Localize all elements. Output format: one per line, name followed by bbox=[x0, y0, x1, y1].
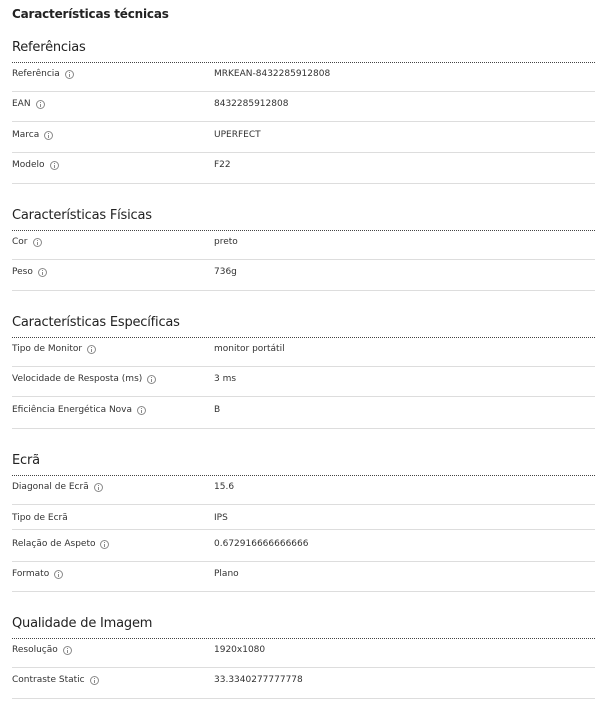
info-icon[interactable] bbox=[90, 676, 99, 685]
spec-value: 1920x1080 bbox=[214, 645, 266, 655]
spec-row-tipo-monitor bbox=[12, 344, 595, 367]
spec-value: monitor portátil bbox=[214, 344, 285, 354]
spec-label: Tipo de Monitor bbox=[12, 344, 96, 354]
spec-label: Velocidade de Resposta (ms) bbox=[12, 374, 156, 384]
info-icon[interactable] bbox=[44, 131, 53, 140]
spec-label: Cor bbox=[12, 237, 42, 247]
info-icon[interactable] bbox=[54, 570, 63, 579]
page-title: Características técnicas bbox=[12, 7, 169, 21]
spec-label: Tipo de Ecrã bbox=[12, 513, 68, 523]
info-icon[interactable] bbox=[100, 540, 109, 549]
spec-label: EAN bbox=[12, 99, 45, 109]
spec-row-ean bbox=[12, 99, 595, 122]
spec-label: Modelo bbox=[12, 160, 59, 170]
spec-row-contraste bbox=[12, 675, 595, 699]
info-icon[interactable] bbox=[147, 375, 156, 384]
spec-value: B bbox=[214, 405, 221, 415]
spec-value: MRKEAN-8432285912808 bbox=[214, 69, 331, 79]
spec-value: 15.6 bbox=[214, 482, 235, 492]
spec-row-eficiencia bbox=[12, 405, 595, 429]
spec-value: 33.3340277777778 bbox=[214, 675, 303, 685]
section-title: Ecrã bbox=[12, 453, 40, 468]
spec-label: Eficiência Energética Nova bbox=[12, 405, 146, 415]
spec-label: Resolução bbox=[12, 645, 72, 655]
spec-value: F22 bbox=[214, 160, 231, 170]
info-icon[interactable] bbox=[65, 70, 74, 79]
spec-value: 736g bbox=[214, 267, 237, 277]
section-divider bbox=[12, 638, 595, 639]
section-title: Referências bbox=[12, 40, 86, 55]
spec-row-tipo-ecra bbox=[12, 513, 595, 530]
info-icon[interactable] bbox=[36, 100, 45, 109]
spec-row-modelo bbox=[12, 160, 595, 184]
info-icon[interactable] bbox=[87, 345, 96, 354]
spec-label: Diagonal de Ecrã bbox=[12, 482, 103, 492]
spec-label: Formato bbox=[12, 569, 63, 579]
info-icon[interactable] bbox=[94, 483, 103, 492]
spec-value: 8432285912808 bbox=[214, 99, 289, 109]
section-divider bbox=[12, 475, 595, 476]
spec-value: preto bbox=[214, 237, 238, 247]
section-divider bbox=[12, 62, 595, 63]
spec-label: Relação de Aspeto bbox=[12, 539, 109, 549]
spec-label: Contraste Static bbox=[12, 675, 99, 685]
spec-row-resolucao bbox=[12, 645, 595, 668]
info-icon[interactable] bbox=[137, 406, 146, 415]
spec-label: Marca bbox=[12, 130, 53, 140]
info-icon[interactable] bbox=[38, 268, 47, 277]
section-title: Características Físicas bbox=[12, 208, 152, 223]
spec-value: IPS bbox=[214, 513, 228, 523]
spec-row-diagonal bbox=[12, 482, 595, 505]
spec-label: Peso bbox=[12, 267, 47, 277]
section-divider bbox=[12, 337, 595, 338]
section-title: Características Específicas bbox=[12, 315, 180, 330]
info-icon[interactable] bbox=[63, 646, 72, 655]
spec-row-referencia bbox=[12, 69, 595, 92]
spec-value: 3 ms bbox=[214, 374, 237, 384]
spec-row-relacao-aspeto bbox=[12, 539, 595, 562]
section-divider bbox=[12, 230, 595, 231]
spec-row-peso bbox=[12, 267, 595, 291]
spec-value: Plano bbox=[214, 569, 239, 579]
spec-row-velocidade bbox=[12, 374, 595, 397]
spec-value: UPERFECT bbox=[214, 130, 261, 140]
section-title: Qualidade de Imagem bbox=[12, 616, 153, 631]
spec-label: Referência bbox=[12, 69, 74, 79]
info-icon[interactable] bbox=[50, 161, 59, 170]
info-icon[interactable] bbox=[33, 238, 42, 247]
spec-row-marca bbox=[12, 130, 595, 153]
spec-row-cor bbox=[12, 237, 595, 260]
spec-row-formato bbox=[12, 569, 595, 592]
spec-value: 0.672916666666666 bbox=[214, 539, 309, 549]
